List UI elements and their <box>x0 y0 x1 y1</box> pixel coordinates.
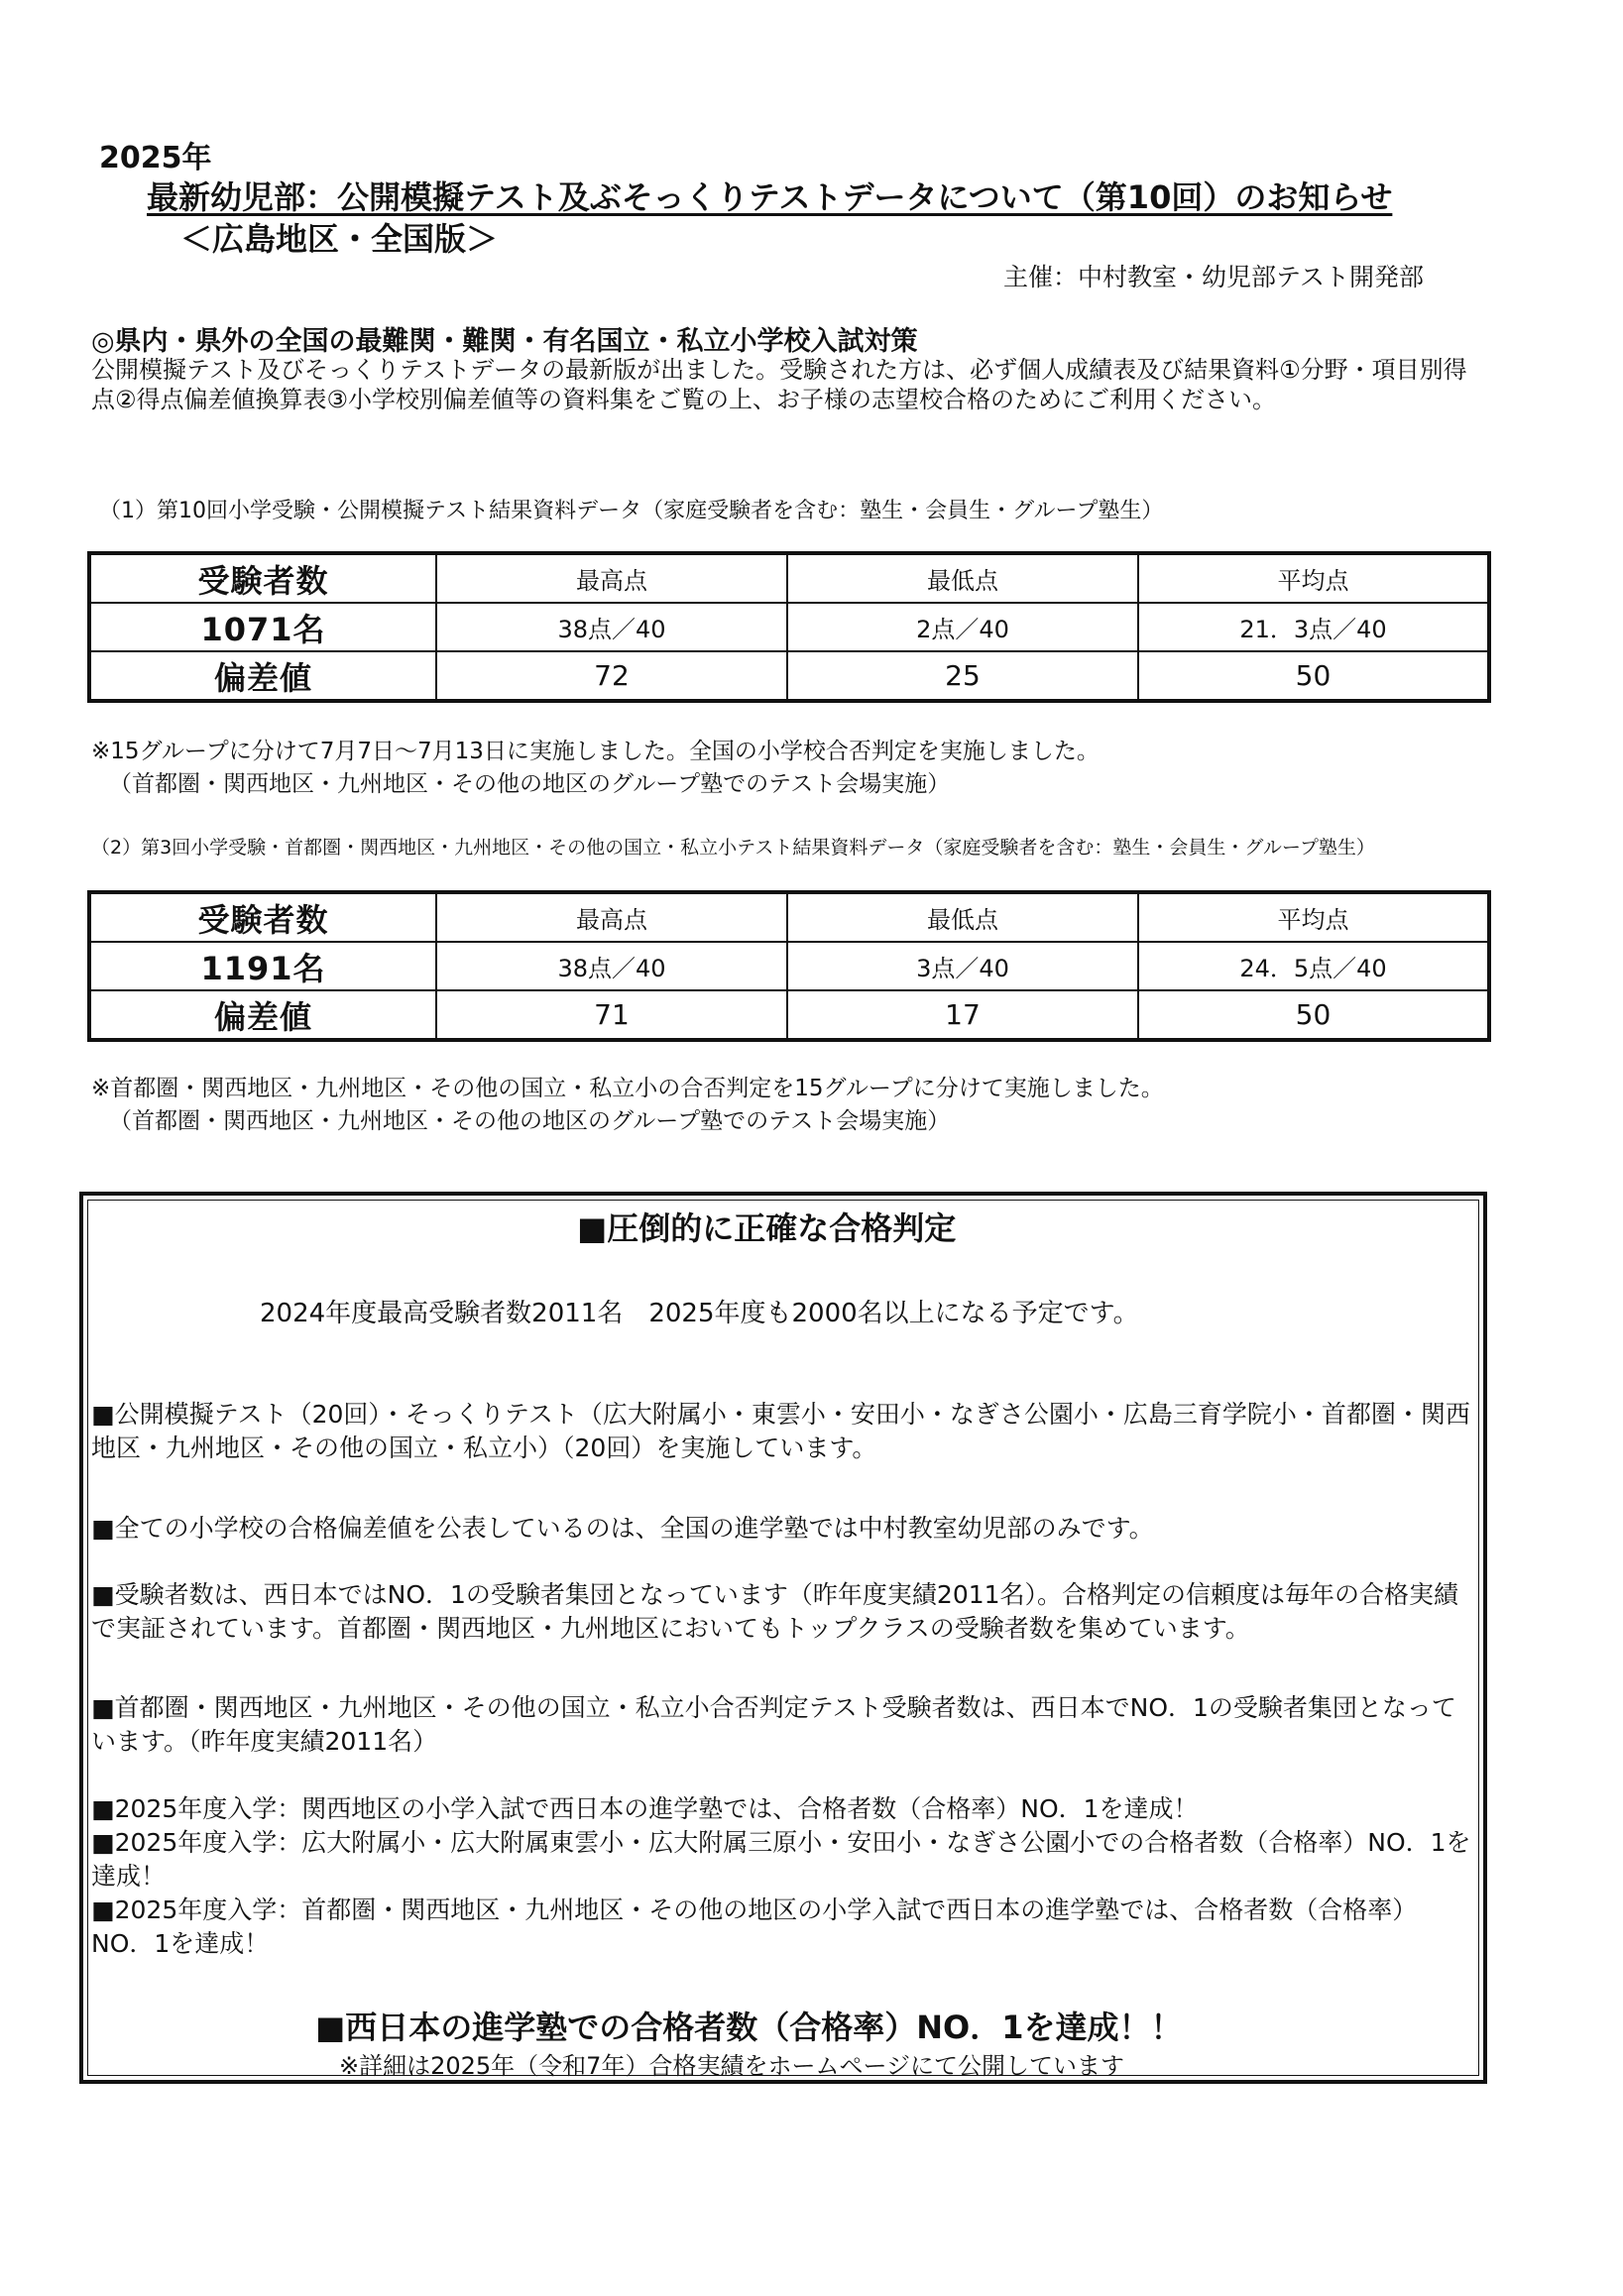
organizer: 主催：中村教室・幼児部テスト開発部 <box>1003 263 1425 291</box>
box-paragraph: ■受験者数は、西日本ではNO．1の受験者集団となっています（昨年度実績2011名）。合格判定の信頼度は毎年の合格実績で実証されています。首都圏・関西地区・九州地区においてもトップクラスの受験者数を集めています。 <box>91 1580 1459 1643</box>
deviation-label: 偏差値 <box>89 990 436 1040</box>
box-bottom-heading: ■西日本の進学塾での合格者数（合格率）NO．1を達成！！ <box>315 2009 1183 2046</box>
box-paragraph: ■全ての小学校の合格偏差値を公表しているのは、全国の進学塾では中村教室幼児部のみです。 <box>91 1514 1154 1543</box>
target-heading: ◎県内・県外の全国の最難関・難関・有名国立・私立小学校入試対策 <box>91 326 918 357</box>
results-table-2 <box>87 890 1491 1042</box>
table-row <box>89 892 1489 942</box>
page-subtitle: ＜広島地区・全国版＞ <box>180 220 499 258</box>
section1-note <box>91 736 1100 801</box>
table-row <box>89 553 1489 603</box>
page-title: 最新幼児部：公開模擬テスト及ぶそっくりテストデータについて（第10回）のお知らせ <box>147 178 1393 216</box>
box-note: ※詳細は2025年（令和7年）合格実績をホームページにて公開しています <box>339 2052 1124 2080</box>
note-line: （首都圏・関西地区・九州地区・その他の地区のグループ塾でのテスト会場実施） <box>109 771 951 797</box>
box-paragraph: ■公開模擬テスト（20回）・そっくりテスト（広大附属小・東雲小・安田小・なぎさ公園小・広島三育学院小・首都圏・関西地区・九州地区・その他の国立・私立小）（20回）を実施しています。 <box>91 1400 1470 1462</box>
header-avg: 平均点 <box>1138 892 1489 942</box>
note-line: ※首都圏・関西地区・九州地区・その他の国立・私立小の合否判定を15グループに分けて実施しました。 <box>91 1076 1164 1101</box>
examinee-count: 1071名 <box>89 603 436 651</box>
deviation-min: 17 <box>787 990 1138 1040</box>
score-min: 3点／40 <box>787 942 1138 990</box>
deviation-label: 偏差値 <box>89 651 436 701</box>
section2-note <box>91 1073 1164 1138</box>
examinee-count: 1191名 <box>89 942 436 990</box>
score-avg: 24．5点／40 <box>1138 942 1489 990</box>
results-table-1 <box>87 551 1491 703</box>
list-item: ■2025年度入学：首都圏・関西地区・九州地区・その他の地区の小学入試で西日本の進学塾では、合格者数（合格率）NO．1を達成！ <box>91 1895 1418 1958</box>
deviation-max: 72 <box>436 651 787 701</box>
header-avg: 平均点 <box>1138 553 1489 603</box>
achievement-list <box>91 1792 1477 1961</box>
list-item: ■2025年度入学：関西地区の小学入試で西日本の進学塾では、合格者数（合格率）NO．1を達成！ <box>91 1794 1199 1823</box>
intro-paragraph: 公開模擬テスト及びそっくりテストデータの最新版が出ました。受験された方は、必ず個人成績表及び結果資料①分野・項目別得点②得点偏差値換算表③小学校別偏差値等の資料集をご覧の上、お子様の志望校合格のためにご利用ください。 <box>91 356 1467 413</box>
note-line: ※15グループに分けて7月7日～7月13日に実施しました。全国の小学校合否判定を実施しました。 <box>91 739 1100 764</box>
section2-heading: （2）第3回小学受験・首都圏・関西地区・九州地区・その他の国立・私立小テスト結果資料データ（家庭受験者を含む：塾生・会員生・グループ塾生） <box>91 837 1375 859</box>
deviation-max: 71 <box>436 990 787 1040</box>
header-min: 最低点 <box>787 553 1138 603</box>
score-max: 38点／40 <box>436 603 787 651</box>
box-heading: ■圧倒的に正確な合格判定 <box>577 1209 957 1247</box>
note-line: （首都圏・関西地区・九州地区・その他の地区のグループ塾でのテスト会場実施） <box>109 1108 951 1134</box>
table-row <box>89 651 1489 701</box>
table-row <box>89 990 1489 1040</box>
section1-heading: （1）第10回小学受験・公開模擬テスト結果資料データ（家庭受験者を含む：塾生・会員生・グループ塾生） <box>99 499 1164 523</box>
deviation-avg: 50 <box>1138 651 1489 701</box>
col-label: 受験者数 <box>89 553 436 603</box>
box-paragraph: ■首都圏・関西地区・九州地区・その他の国立・私立小合否判定テスト受験者数は、西日本でNO．1の受験者集団となっています。（昨年度実績2011名） <box>91 1693 1456 1756</box>
score-min: 2点／40 <box>787 603 1138 651</box>
box-lead-line: 2024年度最高受験者数2011名 2025年度も2000名以上になる予定です。 <box>260 1299 1139 1328</box>
header-max: 最高点 <box>436 892 787 942</box>
table-row <box>89 603 1489 651</box>
score-max: 38点／40 <box>436 942 787 990</box>
col-label: 受験者数 <box>89 892 436 942</box>
score-avg: 21．3点／40 <box>1138 603 1489 651</box>
deviation-min: 25 <box>787 651 1138 701</box>
header-min: 最低点 <box>787 892 1138 942</box>
table-row <box>89 942 1489 990</box>
header-max: 最高点 <box>436 553 787 603</box>
year-label: 2025年 <box>99 141 212 175</box>
deviation-avg: 50 <box>1138 990 1489 1040</box>
list-item: ■2025年度入学：広大附属小・広大附属東雲小・広大附属三原小・安田小・なぎさ公園小での合格者数（合格率）NO．1を達成！ <box>91 1828 1471 1891</box>
